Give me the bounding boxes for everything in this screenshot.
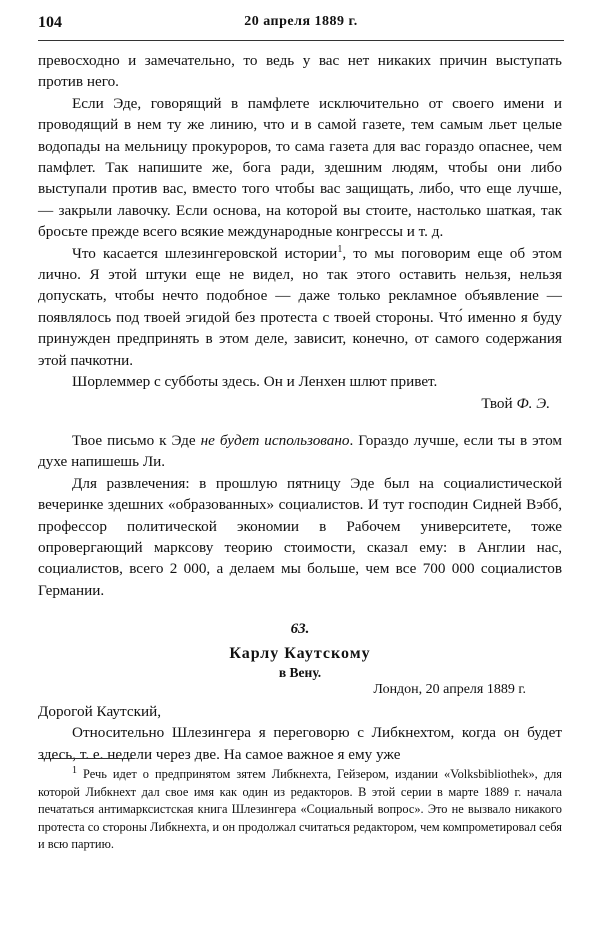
letter-salutation: Дорогой Каутский,	[38, 702, 161, 720]
postscript-webb-anecdote: Для развлечения: в прошлую пятницу Эде был на социалистической вечеринке здешних «образованных» социалистов. И тут господин Сидней Вэбб, профессор политической экономии в Рабочем университете, тоже опровергающий марксову теорию стоимости, сказал ему: в Англии нас, социалистов, всего 2 000, а делаем мы больше, чем все 700 000 социалистов Германии.	[38, 474, 562, 599]
paragraph-greetings: Шорлеммер с субботы здесь. Он и Ленхен шлют привет.	[72, 373, 438, 391]
ps1-text-before: Твое письмо к Эде	[72, 431, 196, 449]
p3-text-after: , то мы поговорим еще об этом лично. Я этой штуки еще не видел, но так этого оставить нельзя, нельзя допускать, чтобы нечто подобное — даже только рекламное объявление — появлялось под твоей эгидой без протеста с твоей стороны. Что́ именно я буду принужден предпринять в этом деле, зависит, конечно, от самого содержания этой пачкотни.	[38, 244, 563, 369]
letter-addressee: Карлу Каутскому	[229, 644, 371, 662]
paragraph-liebknecht: Относительно Шлезингера я переговорю с Либкнехтом, когда он будет здесь, т. е. недели через две. На самое важное я ему уже	[38, 724, 562, 763]
footnote	[38, 766, 562, 854]
signature-word: Твой	[481, 394, 513, 412]
paragraph-eduard-pamphlet: Если Эде, говорящий в памфлете исключительно от своего имени и проводящий в нем ту же линию, что и в самой газете, тем самым льет целые водопады на мельницу прокуроров, то сама газета для вас гораздо опаснее, чем памфлет. Так напишите же, бога ради, здешним людям, чтобы они либо выступали против вас, вместо того чтобы вас защищать, либо, что еще лучше, — закрыли лавочку. Если основа, на которой вы стоите, настолько шаткая, так бросьте прежде всего всякие международные конгрессы и т. д.	[38, 94, 562, 241]
signature-initials: Ф. Э.	[516, 394, 550, 412]
footnote-rule	[38, 758, 134, 759]
signature	[38, 393, 562, 414]
paragraph-continuation: превосходно и замечательно, то ведь у вас нет никаких причин выступать против него.	[38, 52, 562, 91]
page-number: 104	[38, 14, 62, 31]
footnote-text: Речь идет о предпринятом зятем Либкнехта, Гейзером, издании «Volksbibliothek», для которой Либкнехт дал свое имя как один из редакторов. В этой серии в марте 1889 г. начала печататься антимарксистская книга Шлезингера «Социальный вопрос». Это не вызвало никакого протеста со стороны Либкнехта, и он продолжал считаться редактором, чем компрометировал себя и всю партию.	[38, 767, 562, 852]
page-header	[38, 14, 564, 36]
letter-destination: в Вену.	[278, 664, 322, 680]
body-text	[38, 50, 562, 765]
postscript-letter-to-ede	[38, 430, 562, 473]
ps1-italic-phrase: не будет использовано	[200, 431, 350, 449]
footnote-reference: 1	[337, 243, 343, 255]
header-rule	[38, 40, 564, 41]
ps1-text-after: . Гораздо лучше, если ты в этом духе напишешь Ли.	[38, 431, 562, 471]
letter-number: 63.	[290, 621, 310, 638]
paragraph-schlesinger-story	[38, 243, 562, 371]
letter-date-line: Лондон, 20 апреля 1889 г.	[373, 682, 526, 698]
running-head: 20 апреля 1889 г.	[244, 14, 358, 29]
footnote-marker: 1	[72, 764, 77, 776]
p3-text-before: Что касается шлезингеровской истории	[72, 244, 338, 262]
